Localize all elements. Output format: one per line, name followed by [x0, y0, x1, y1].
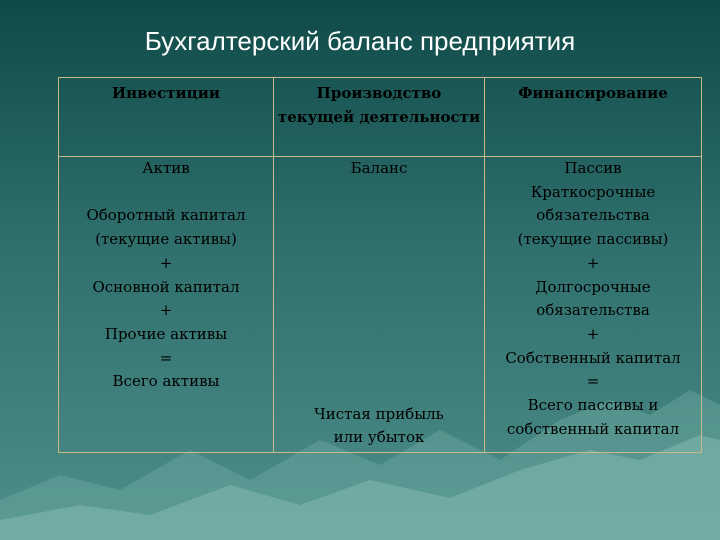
assets-line: Всего активы — [112, 372, 220, 391]
liabilities-line: Краткосрочные — [530, 182, 656, 201]
liabilities-line: собственный капитал — [506, 419, 680, 438]
assets-line: (текущие активы) — [95, 230, 237, 249]
header-investments — [59, 78, 274, 157]
assets-line: + — [159, 301, 173, 320]
liabilities-line: = — [586, 372, 600, 391]
header-financing-label: Финансирование — [518, 84, 668, 102]
table-body-row — [59, 157, 702, 453]
assets-line: = — [159, 348, 173, 367]
assets-line: Оборотный капитал — [86, 206, 246, 225]
assets-line: Основной капитал — [92, 277, 240, 296]
balance-cell — [274, 157, 485, 453]
balance-table — [58, 77, 702, 453]
assets-heading: Актив — [142, 159, 190, 177]
header-operations-label: Производство текущей деятельности — [277, 84, 481, 126]
assets-line: Прочие активы — [104, 324, 228, 343]
liabilities-line: Собственный капитал — [505, 348, 681, 367]
net-profit-note — [277, 403, 481, 450]
balance-footer-line: или убыток — [333, 428, 425, 447]
liabilities-line: (текущие пассивы) — [517, 230, 669, 249]
liabilities-line: Всего пассивы и — [527, 396, 659, 415]
header-investments-label: Инвестиции — [111, 84, 220, 102]
table-header-row — [59, 78, 702, 157]
liabilities-line: обязательства — [536, 301, 650, 320]
liabilities-line: + — [586, 253, 600, 272]
liabilities-line: + — [586, 324, 600, 343]
header-financing — [485, 78, 702, 157]
liabilities-line: Долгосрочные — [535, 277, 651, 296]
liabilities-line: обязательства — [536, 206, 650, 225]
liabilities-heading: Пассив — [564, 159, 622, 177]
assets-line: + — [159, 253, 173, 272]
balance-heading: Баланс — [350, 159, 408, 177]
liabilities-cell — [485, 157, 702, 453]
assets-cell — [59, 157, 274, 453]
header-operations — [274, 78, 485, 157]
balance-footer-line: Чистая прибыль — [314, 404, 444, 423]
page-title: Бухгалтерский баланс предприятия — [144, 26, 576, 56]
